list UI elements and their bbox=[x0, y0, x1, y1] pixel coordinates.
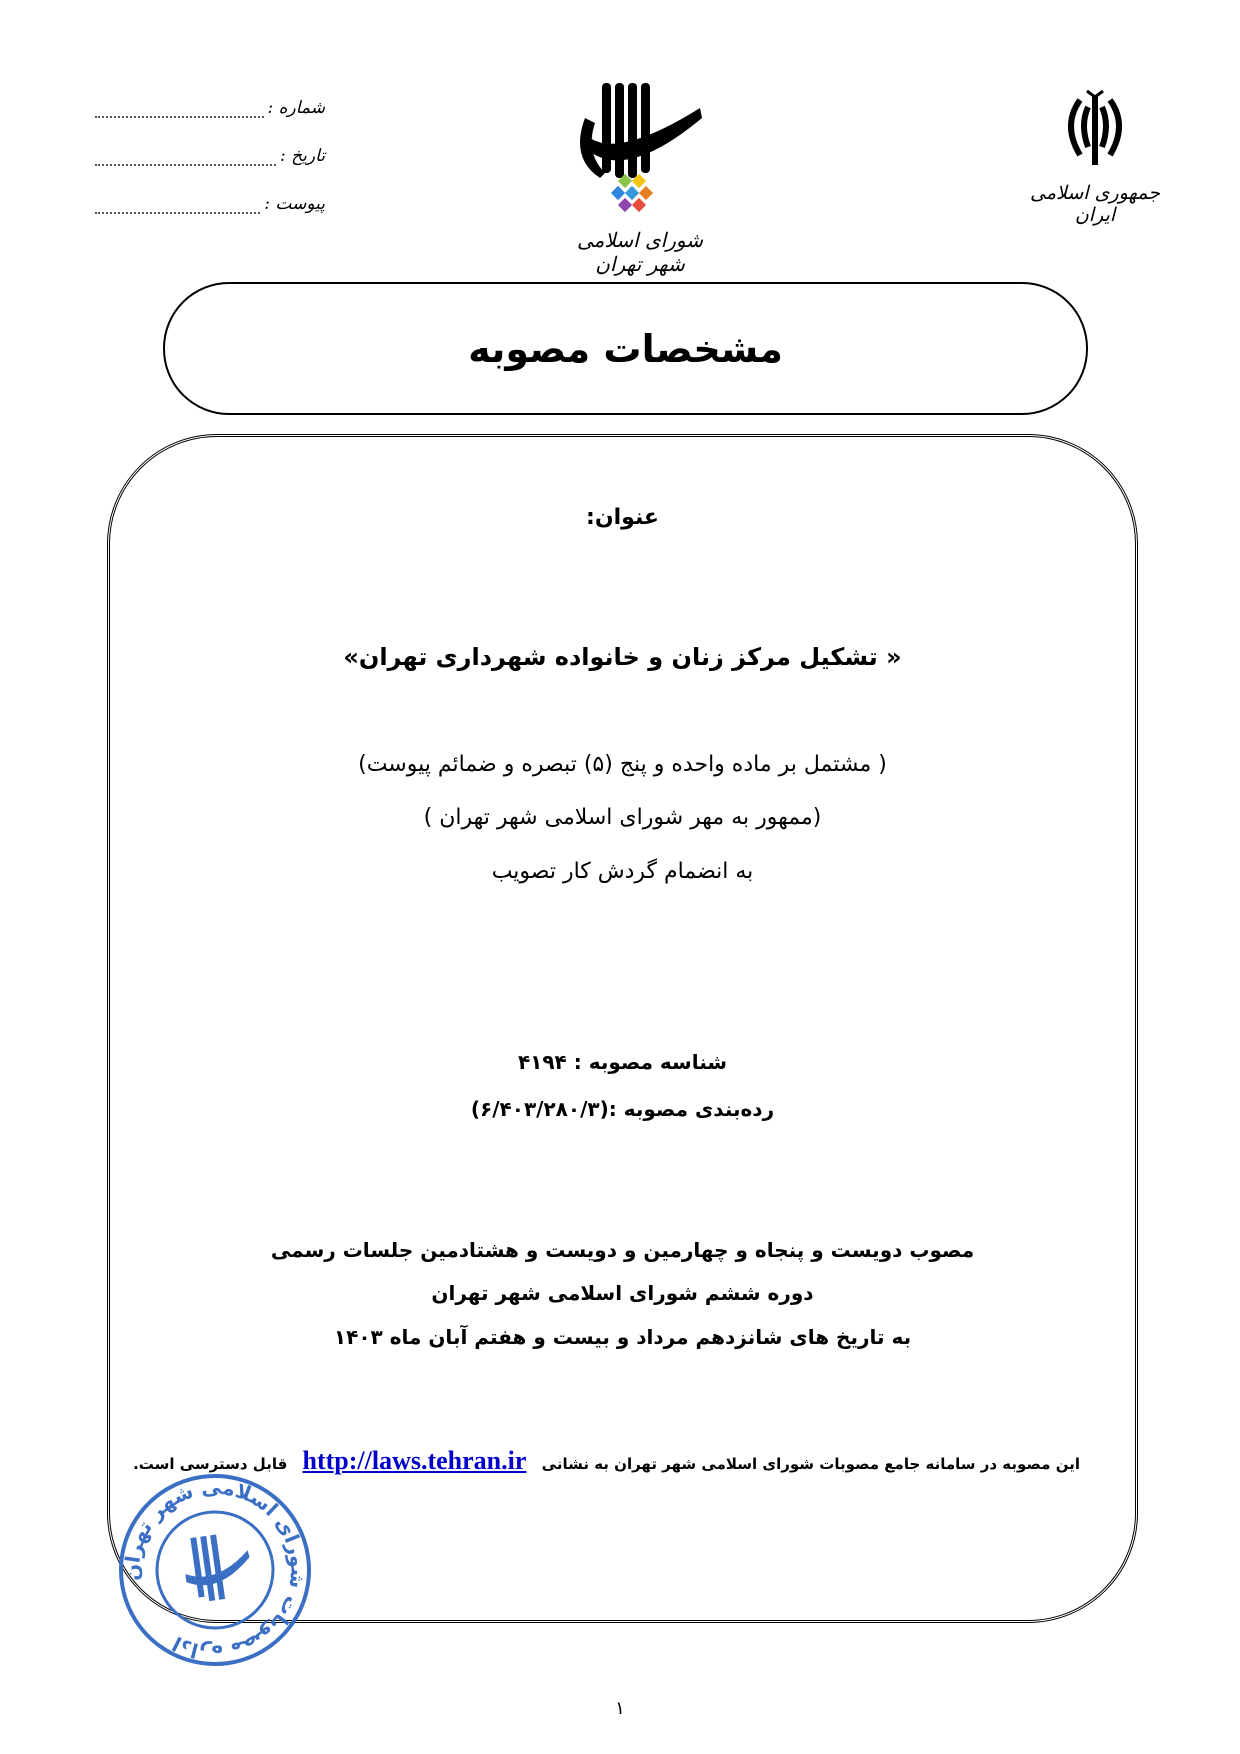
workflow-line: به انضمام گردش کار تصویب bbox=[491, 859, 754, 884]
contents-line: ( مشتمل بر ماده واحده و پنج (۵) تبصره و ضمائم پیوست) bbox=[358, 752, 887, 777]
number-label: شماره : bbox=[267, 98, 325, 118]
council-logo-text: شورای اسلامی شهر تهران bbox=[577, 228, 703, 276]
approval-line-2: دوره ششم شورای اسلامی شهر تهران bbox=[431, 1281, 814, 1305]
date-label: تاریخ : bbox=[280, 146, 325, 166]
number-dots bbox=[95, 106, 264, 118]
resolution-classification: رده‌بندی مصوبه :(۶/۴۰۳/۲۸۰/۳) bbox=[470, 1097, 775, 1121]
footer-text-before: این مصوبه در سامانه جامع مصوبات شورای اسلامی شهر تهران به نشانی bbox=[541, 1455, 1080, 1473]
content-box bbox=[107, 434, 1138, 1623]
number-field bbox=[95, 98, 325, 118]
svg-text:اداره مصوبات شورای اسلامی شهر: اداره مصوبات شورای اسلامی شهر تهران bbox=[119, 1474, 311, 1666]
resolution-id: شناسه مصوبه : ۴۱۹۴ bbox=[517, 1050, 728, 1074]
footer-note bbox=[133, 1446, 1080, 1476]
council-logo-icon bbox=[560, 78, 720, 218]
council-logo bbox=[560, 78, 720, 276]
attachment-label: پیوست : bbox=[264, 194, 325, 214]
approval-line-3: به تاریخ های شانزدهم مرداد و بیست و هفتم آبان ماه ۱۴۰۳ bbox=[333, 1325, 912, 1349]
subject-label: عنوان: bbox=[586, 505, 659, 530]
title-box bbox=[163, 282, 1088, 415]
attachment-field bbox=[95, 194, 325, 214]
subject-text: « تشکیل مرکز زنان و خانواده شهرداری تهران» bbox=[343, 643, 902, 671]
page-number: ۱ bbox=[615, 1698, 625, 1719]
footer-text-after: قابل دسترسی است. bbox=[133, 1455, 288, 1473]
attachment-dots bbox=[95, 202, 260, 214]
iran-emblem-icon bbox=[1060, 85, 1130, 170]
iran-emblem bbox=[1010, 85, 1180, 226]
stamp-icon bbox=[102, 1457, 328, 1683]
page-title: مشخصات مصوبه bbox=[468, 326, 783, 371]
laws-link[interactable]: http://laws.tehran.ir bbox=[302, 1446, 527, 1475]
date-field bbox=[95, 146, 325, 166]
emblem-text: جمهوری اسلامی ایران bbox=[1030, 182, 1160, 226]
council-stamp bbox=[102, 1457, 328, 1683]
date-dots bbox=[95, 154, 276, 166]
approval-line-1: مصوب دویست و پنجاه و چهارمین و دویست و هشتادمین جلسات رسمی bbox=[270, 1238, 975, 1262]
seal-line: (ممهور به مهر شورای اسلامی شهر تهران ) bbox=[423, 805, 822, 830]
